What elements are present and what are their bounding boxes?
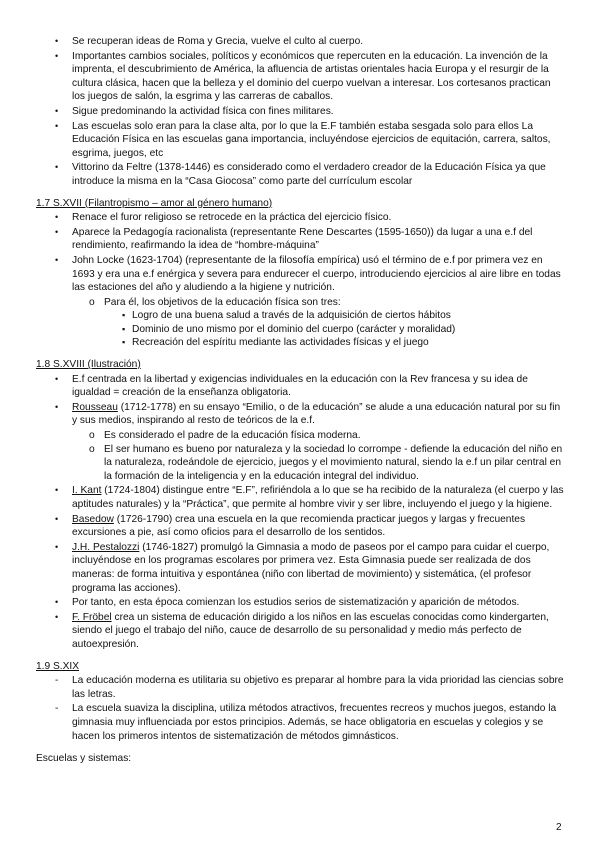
person-name-kant: I. Kant (72, 485, 102, 497)
square-bullet-icon: ▪ (122, 310, 126, 321)
bullet-icon: • (55, 254, 59, 265)
bullet-icon: • (55, 212, 59, 223)
list-item: • Renace el furor religioso se retrocede en la práctica del ejercicio físico. (55, 212, 392, 224)
page-number: 2 (556, 822, 562, 833)
circle-bullet-icon: o (89, 443, 95, 455)
bullet-icon: • (55, 541, 59, 552)
list-item: • Sigue predominando la actividad física con fines militares. (55, 105, 334, 117)
bullet-icon: • (55, 162, 59, 173)
section-17-list (36, 211, 564, 350)
person-name-rousseau: Rousseau (72, 401, 118, 413)
bullet-icon: • (55, 485, 59, 496)
dash-bullet-icon: - (55, 675, 59, 687)
section-heading-17: 1.7 S.XVII (Filantropismo – amor al género humano) (36, 197, 273, 209)
bullet-icon: • (55, 50, 59, 61)
list-item: - La educación moderna es utilitaria su objetivo es preparar al hombre para la vida prioridad las ciencias sobre las letras. (55, 675, 564, 700)
list-item: • J.H. Pestalozzi (1746-1827) promulgó la Gimnasia a modo de paseos por el campo para cuidar el cuerpo, incluyéndose en los programas escolares por primera vez. Esta Gimnasia puede ser realizada de dos maneras: de forma intuitiva y espontánea (niño con libertad de movimiento) y sistemática, (el profesor programa las acciones). (55, 541, 550, 594)
sub-list (72, 429, 564, 483)
list-item: • F. Fröbel crea un sistema de educación dirigido a los niños en las escuelas conocidas como kindergarten, siendo el juego el trabajo del niño, cauce de desarrollo de su personalidad y medio más perfecto de autoexpresión. (55, 611, 549, 650)
list-item: • Rousseau (1712-1778) en su ensayo “Emilio, o de la educación” se alude a una educación natural por su fin y sus medios, inspirando al resto de teóricos de la e.f. o Es considerado el padre de la educación física moderna. o El ser humano es bueno por naturaleza y la sociedad lo corrompe - defiende la educación del niño en la naturaleza, rodeándole de ejercicio, juegos y el movimiento natural, siendo la e.f un pilar central en la formación de la inteligencia y en la educación integral del individuo. (36, 401, 564, 484)
square-bullet-icon: ▪ (122, 337, 126, 348)
bullet-icon: • (55, 226, 59, 237)
list-item: • Importantes cambios sociales, políticos y económicos que repercuten en la educación. La invención de la imprenta, el descubrimiento de América, la afluencia de artistas orientales hacia Europa y el resurgir de la cultura clásica, hacen que la belleza y el dominio del cuerpo vuelvan a interesar. Los cortesanos practican los juegos de salón, la esgrima y las carreras de caballos. (55, 50, 551, 103)
sub-sub-list-item: ▪ Logro de una buena salud a través de la adquisición de ciertos hábitos (122, 310, 451, 322)
page-content (36, 35, 564, 766)
person-name-basedow: Basedow (72, 513, 114, 525)
bullet-icon: • (55, 36, 59, 46)
section-19-list (36, 674, 564, 743)
bullet-icon: • (55, 120, 59, 131)
section-heading-19: 1.9 S.XIX (36, 660, 80, 672)
square-bullet-icon: ▪ (122, 323, 126, 334)
section-18-list (36, 373, 564, 652)
bullet-icon: • (55, 597, 59, 608)
sub-list (72, 296, 564, 350)
bullet-icon: • (55, 401, 59, 412)
list-item: • Aparece la Pedagogía racionalista (representante Rene Descartes (1595-1650)) da lugar a una e.f del rendimiento, reafirmando la idea de “hombre-máquina” (55, 226, 533, 252)
sub-sub-list (104, 309, 564, 350)
sub-list-item: o Para él, los objetivos de la educación física son tres: ▪ Logro de una buena salud a través de la adquisición de ciertos hábitos ▪ Dominio de uno mismo por el dominio del cuerpo (carácter y moralidad) ▪ Recreación del espíritu mediante las actividades físicas y el juego (36, 296, 564, 350)
list-item: • Se recuperan ideas de Roma y Grecia, vuelve el culto al cuerpo. (55, 36, 364, 47)
list-item: - La escuela suaviza la disciplina, utiliza métodos atractivos, frecuentes recreos y muchos juegos, estando la gimnasia muy influenciada por estos principios. Además, se hace obligatoria en escuelas y colegios y se hacen los primeros intentos de sistematización de métodos gimnásticos. (55, 703, 557, 742)
sub-sub-list-item: ▪ Dominio de uno mismo por el dominio del cuerpo (carácter y moralidad) (122, 323, 456, 335)
sub-list-item: o El ser humano es bueno por naturaleza y la sociedad lo corrompe - defiende la educación del niño en la naturaleza, rodeándole de ejercicio, juegos y el movimiento natural, siendo la e.f un pilar central en la formación de la inteligencia y en la educación integral del individuo. (89, 443, 563, 482)
bullet-icon: • (55, 105, 59, 116)
circle-bullet-icon: o (89, 430, 95, 442)
list-item: • John Locke (1623-1704) (representante de la filosofía empírica) usó el término de e.f por primera vez en 1693 y era una e.f enérgica y severa para endurecer el cuerpo, introduciendo ejercicios al aire libre en todas las estaciones del año y aludiendo a la higiene y nutrición. o Para él, los objetivos de la educación física son tres: ▪ Logro de una buena salud a través de la adquisición de ciertos hábitos ▪ Dominio de uno mismo por el dominio del cuerpo (carácter y moralidad) ▪ Recreación del espíritu mediante las actividades físicas y el juego (36, 254, 564, 350)
list-item: • I. Kant (1724-1804) distingue entre “E.F”, refiriéndola a lo que se ha recibido de la naturaleza (el cuerpo y las aptitudes naturales) y la “Práctica”, que permite al hombre vivir y ser libre, incluyendo el juego y la higiene. (55, 485, 564, 510)
list-item: • Por tanto, en esta época comienzan los estudios serios de sistematización y aparición de métodos. (55, 597, 520, 609)
section-heading-18: 1.8 S.XVIII (Ilustración) (36, 359, 141, 371)
closing-line: Escuelas y sistemas: (36, 753, 132, 765)
person-name-frobel: F. Fröbel (72, 611, 112, 623)
person-name-pestalozzi: J.H. Pestalozzi (72, 541, 140, 553)
bullet-icon: • (55, 373, 59, 384)
top-bullet-list (36, 35, 564, 189)
bullet-icon: • (55, 513, 59, 524)
sub-list-item: o Es considerado el padre de la educación física moderna. (89, 430, 361, 442)
list-item: • Vittorino da Feltre (1378-1446) es considerado como el verdadero creador de la Educación Física ya que introduce la misma en la “Casa Giocosa” como parte del currículum escolar (55, 162, 546, 187)
circle-bullet-icon: o (89, 296, 95, 308)
list-item: • Basedow (1726-1790) crea una escuela en la que recomienda practicar juegos y largas y frecuentes excursiones a pie, así como oficios para el desarrollo de los sentidos. (55, 513, 526, 539)
sub-sub-list-item: ▪ Recreación del espíritu mediante las actividades físicas y el juego (122, 337, 429, 349)
dash-bullet-icon: - (55, 703, 59, 715)
list-item: • E.f centrada en la libertad y exigencias individuales en la educación con la Rev francesa y su idea de igualdad = creación de la enseñanza obligatoria. (55, 373, 528, 399)
bullet-icon: • (55, 611, 59, 622)
list-item: • Las escuelas solo eran para la clase alta, por lo que la E.F también estaba sesgada solo para ellos La Educación Física en las escuelas gana importancia, incluyéndose ejercicios de equitación, carrera, saltos, esgrima, juegos, etc (55, 120, 551, 159)
